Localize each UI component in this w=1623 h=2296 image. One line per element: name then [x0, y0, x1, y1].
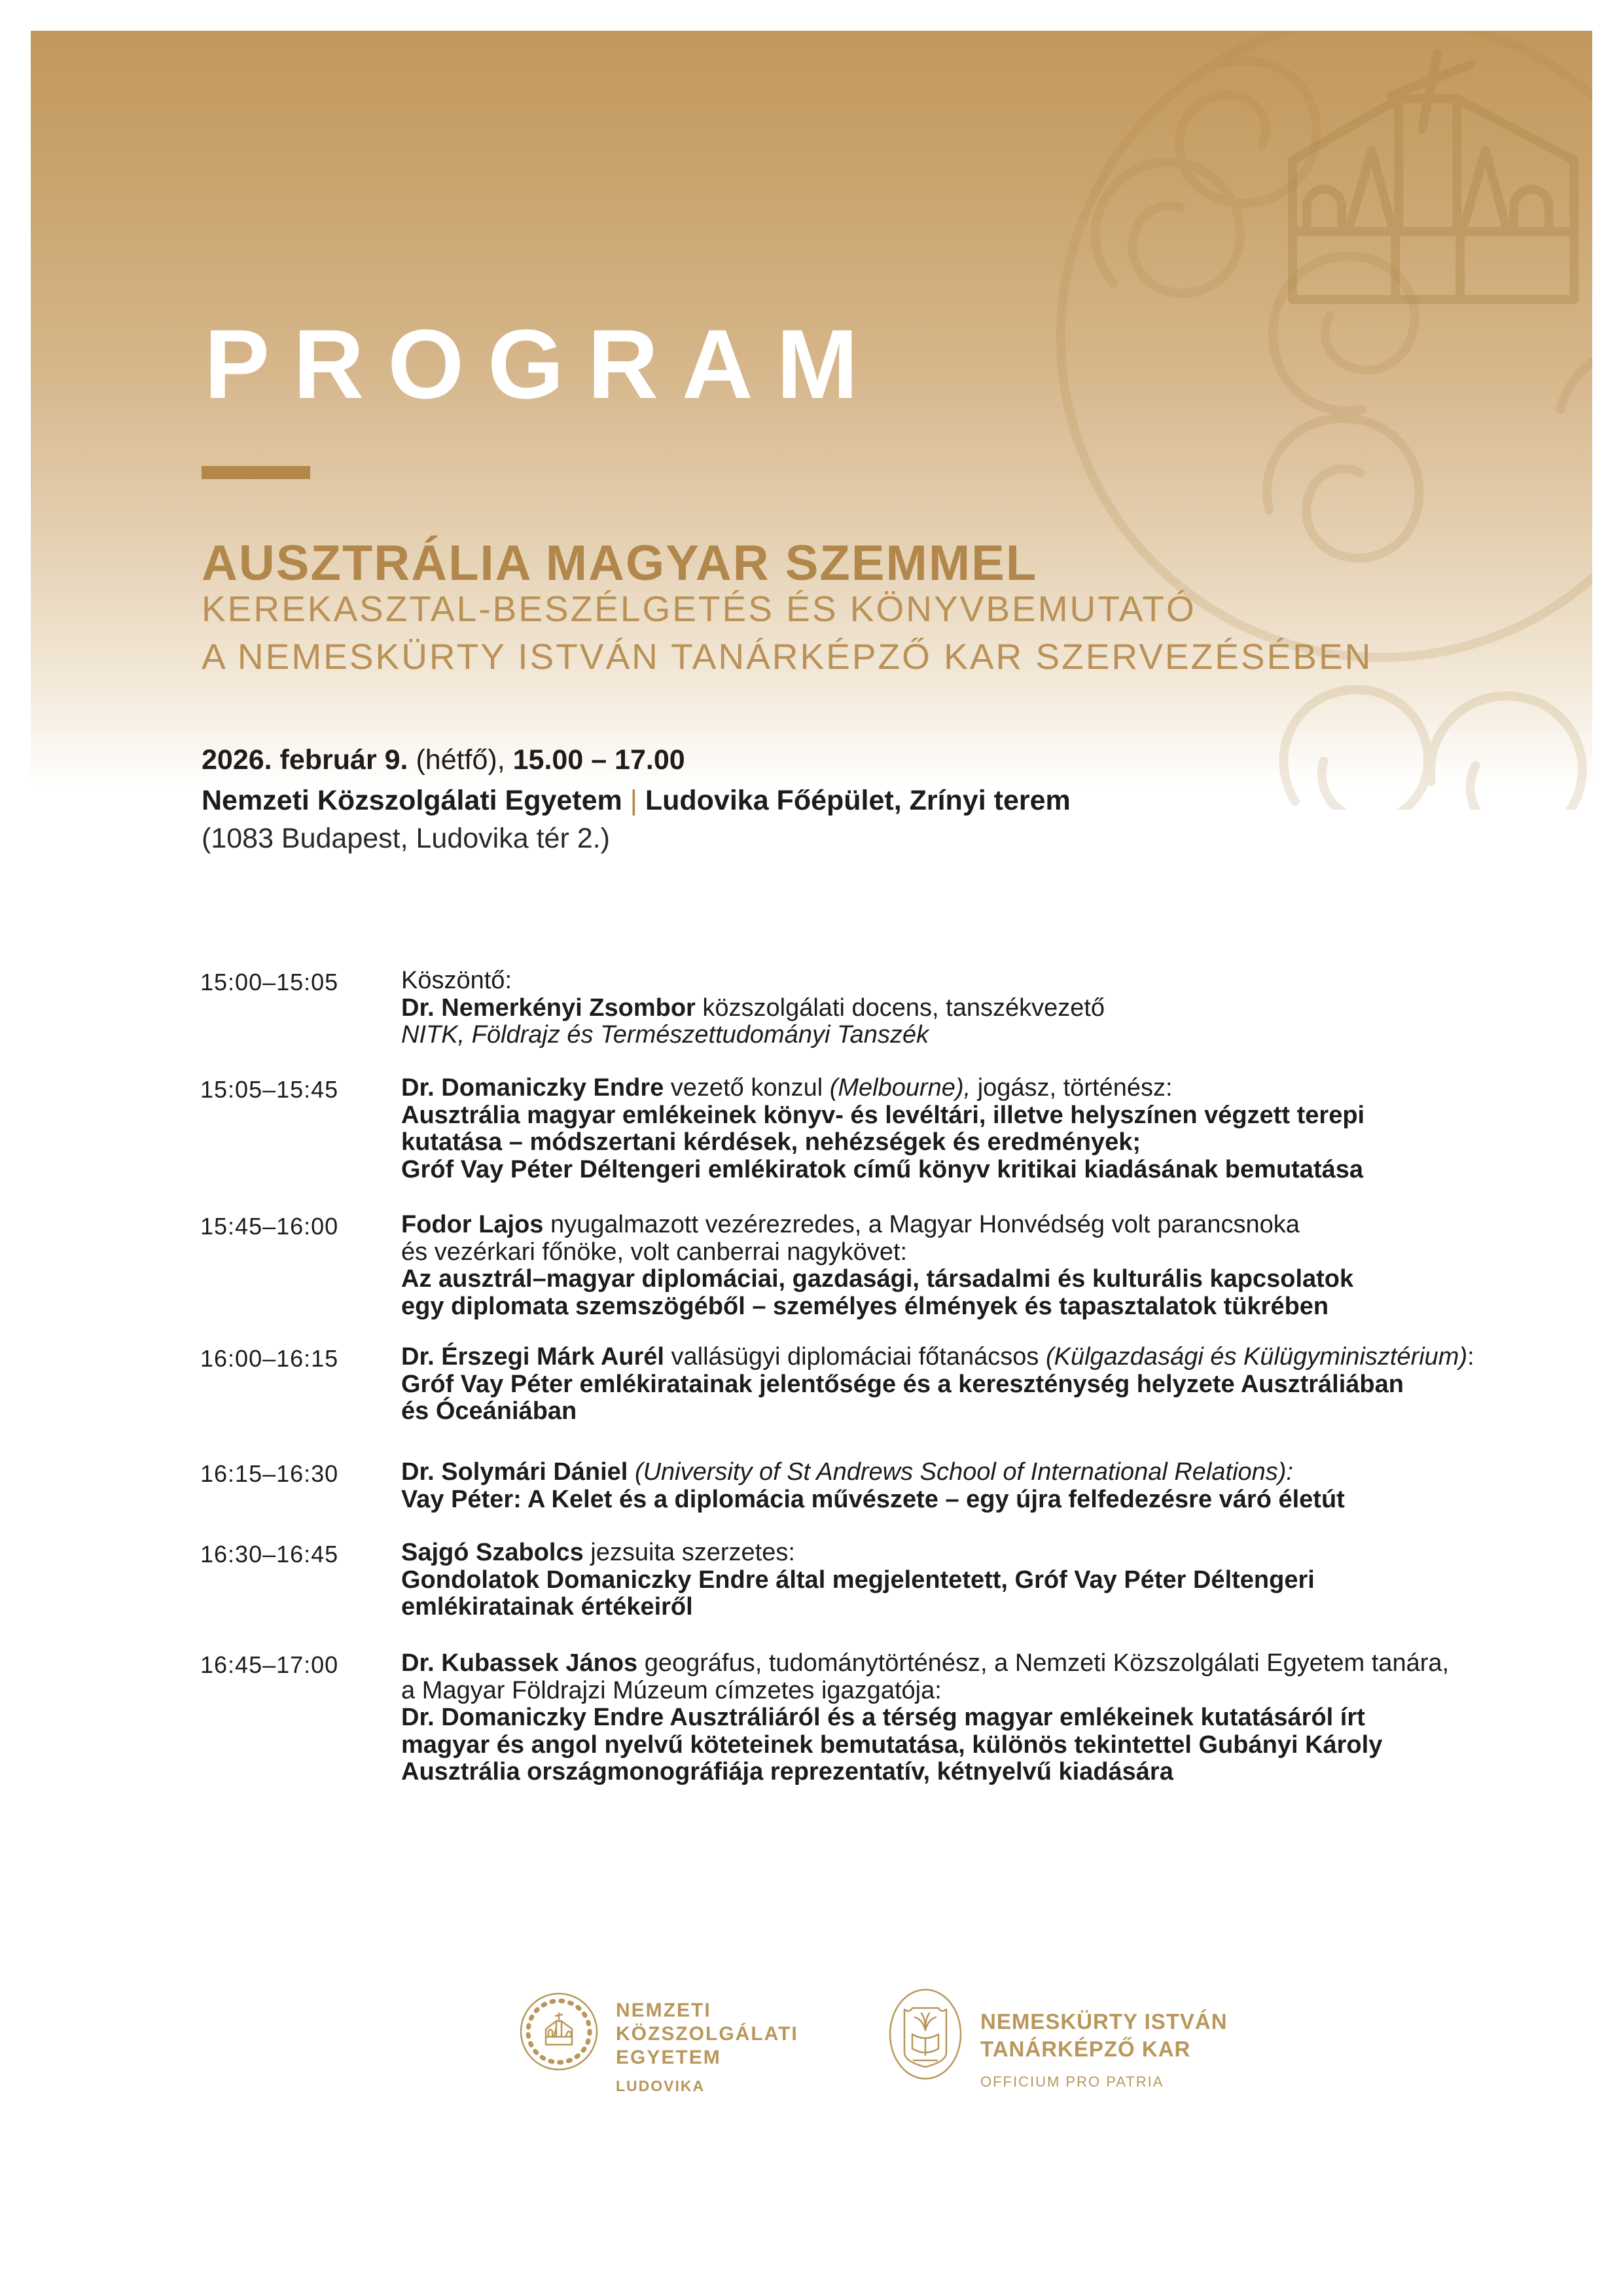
header-banner: [31, 31, 1592, 810]
event-date: [202, 745, 685, 776]
text-segment: magyar és angol nyelvű köteteinek bemutatása, különös tekintettel Gubányi Károly: [401, 1731, 1383, 1759]
session-description: [401, 1075, 1594, 1183]
text-segment: 15.00 – 17.00: [512, 744, 685, 776]
description-line: [401, 1239, 1594, 1266]
event-title: AUSZTRÁLIA MAGYAR SZEMMEL: [202, 535, 1038, 591]
text-segment: Sajgó Szabolcs: [401, 1539, 584, 1566]
accent-dash: [202, 466, 310, 479]
description-line: [401, 1266, 1594, 1293]
event-subtitle-2: A NEMESKÜRTY ISTVÁN TANÁRKÉPZŐ KAR SZERVEZÉSÉBEN: [202, 636, 1373, 677]
event-address: (1083 Budapest, Ludovika tér 2.): [202, 823, 610, 854]
nke-crown-rosette-icon: [518, 1991, 599, 2072]
description-line: [401, 1129, 1594, 1157]
text-segment: Ausztrália országmonográfiája reprezentatív, kétnyelvű kiadására: [401, 1758, 1173, 1785]
text-segment: geográfus, tudománytörténész, a Nemzeti Közszolgálati Egyetem tanára,: [637, 1649, 1450, 1677]
text-segment: Gróf Vay Péter Déltengeri emlékiratok című könyv kritikai kiadásának bemutatása: [401, 1155, 1363, 1183]
nke-line: EGYETEM: [616, 2047, 721, 2068]
description-line: [401, 1075, 1594, 1102]
event-venue: [202, 785, 1071, 816]
time-label: 15:00–15:05: [200, 969, 339, 996]
text-segment: és Óceániában: [401, 1397, 577, 1425]
time-label: 16:30–16:45: [200, 1541, 339, 1568]
nitk-line: TANÁRKÉPZŐ KAR: [980, 2037, 1191, 2061]
text-segment: 2026. február 9.: [202, 744, 408, 776]
folk-rosette-watermark-icon: [1061, 31, 1592, 810]
time-label: 15:45–16:00: [200, 1213, 339, 1240]
footer: [0, 1977, 1623, 2147]
text-segment: :: [1467, 1343, 1474, 1371]
description-line: [401, 1398, 1594, 1426]
text-segment: jogász, történész:: [971, 1074, 1173, 1102]
text-segment: Az ausztrál–magyar diplomáciai, gazdasági, társadalmi és kulturális kapcsolatok: [401, 1265, 1354, 1293]
description-line: [401, 1567, 1594, 1594]
text-segment: nyugalmazott vezérezredes, a Magyar Honvédség volt parancsnoka: [543, 1211, 1300, 1238]
text-segment: (Melbourne),: [829, 1074, 971, 1102]
description-line: [401, 1594, 1594, 1621]
nitk-sublabel: OFFICIUM PRO PATRIA: [980, 2073, 1164, 2090]
text-segment: Dr. Érszegi Márk Aurél: [401, 1343, 664, 1371]
text-segment: NITK, Földrajz és Természettudományi Tanszék: [401, 1021, 929, 1049]
text-segment: Nemzeti Közszolgálati Egyetem: [202, 785, 622, 816]
description-line: [401, 1759, 1594, 1786]
description-line: [401, 1022, 1594, 1049]
description-line: [401, 967, 1594, 995]
hungarian-crown-watermark-icon: [1293, 54, 1574, 300]
banner-watermarks: [31, 31, 1592, 810]
description-line: [401, 1371, 1594, 1399]
text-segment: Ludovika Főépület, Zrínyi terem: [645, 785, 1071, 816]
text-segment: (Külgazdasági és Külügyminisztérium): [1045, 1343, 1468, 1371]
session-description: [401, 1459, 1594, 1513]
session-description: [401, 1344, 1594, 1426]
description-line: [401, 1293, 1594, 1321]
text-segment: Fodor Lajos: [401, 1211, 544, 1238]
nke-logo-text: [616, 1999, 798, 2095]
session-description: [401, 1211, 1594, 1320]
description-line: [401, 995, 1594, 1022]
text-segment: (University of St Andrews School of International Relations):: [634, 1458, 1293, 1486]
text-segment: Dr. Solymári Dániel: [401, 1458, 628, 1486]
text-segment: (hétfő),: [408, 744, 513, 776]
text-segment: közszolgálati docens, tanszékvezető: [695, 994, 1105, 1022]
time-label: 16:45–17:00: [200, 1651, 339, 1678]
nitk-logo-text: [980, 2008, 1228, 2090]
description-line: [401, 1157, 1594, 1184]
text-segment: a Magyar Földrajzi Múzeum címzetes igazgatója:: [401, 1676, 942, 1704]
time-label: 16:00–16:15: [200, 1345, 339, 1372]
text-segment: kutatása – módszertani kérdések, nehézségek és eredmények;: [401, 1128, 1141, 1156]
description-line: [401, 1102, 1594, 1130]
time-label: 16:15–16:30: [200, 1460, 339, 1487]
description-line: [401, 1704, 1594, 1732]
description-line: [401, 1650, 1594, 1677]
text-segment: Vay Péter: A Kelet és a diplomácia művészete – egy újra felfedezésre váró életút: [401, 1485, 1345, 1513]
nitk-line: NEMESKÜRTY ISTVÁN: [980, 2009, 1228, 2034]
description-line: [401, 1732, 1594, 1759]
text-segment: vallásügyi diplomáciai főtanácsos: [664, 1343, 1046, 1371]
nke-line: NEMZETI: [616, 2000, 711, 2021]
session-description: [401, 1650, 1594, 1786]
text-segment: Gróf Vay Péter emlékiratainak jelentősége és a kereszténység helyzete Ausztráliában: [401, 1370, 1404, 1398]
text-segment: [628, 1458, 635, 1486]
text-segment: és vezérkari főnöke, volt canberrai nagykövet:: [401, 1238, 908, 1266]
description-line: [401, 1459, 1594, 1486]
page-title: PROGRAM: [204, 309, 882, 419]
time-label: 15:05–15:45: [200, 1076, 339, 1103]
text-segment: emlékiratainak értékeiről: [401, 1593, 693, 1621]
description-line: [401, 1539, 1594, 1567]
text-segment: Dr. Kubassek János: [401, 1649, 638, 1677]
session-description: [401, 1539, 1594, 1621]
description-line: [401, 1211, 1594, 1239]
nke-sublabel: LUDOVIKA: [616, 2077, 705, 2094]
text-segment: jezsuita szerzetes:: [583, 1539, 795, 1566]
nke-line: KÖZSZOLGÁLATI: [616, 2023, 798, 2045]
text-segment: egy diplomata szemszögéből – személyes élmények és tapasztalatok tükrében: [401, 1292, 1329, 1320]
nitk-shield-book-icon: [887, 1987, 963, 2081]
session-description: [401, 967, 1594, 1049]
text-segment: |: [622, 785, 645, 816]
text-segment: Köszöntő:: [401, 967, 512, 994]
description-line: [401, 1344, 1594, 1371]
text-segment: Dr. Domaniczky Endre Ausztráliáról és a térség magyar emlékeinek kutatásáról írt: [401, 1704, 1365, 1731]
text-segment: Ausztrália magyar emlékeinek könyv- és levéltári, illetve helyszínen végzett terepi: [401, 1101, 1365, 1129]
text-segment: Dr. Nemerkényi Zsombor: [401, 994, 696, 1022]
description-line: [401, 1486, 1594, 1514]
text-segment: Dr. Domaniczky Endre: [401, 1074, 664, 1102]
text-segment: vezető konzul: [664, 1074, 830, 1102]
text-segment: Gondolatok Domaniczky Endre által megjelentetett, Gróf Vay Péter Déltengeri: [401, 1566, 1315, 1594]
description-line: [401, 1677, 1594, 1705]
event-subtitle-1: KEREKASZTAL-BESZÉLGETÉS ÉS KÖNYVBEMUTATÓ: [202, 588, 1196, 629]
